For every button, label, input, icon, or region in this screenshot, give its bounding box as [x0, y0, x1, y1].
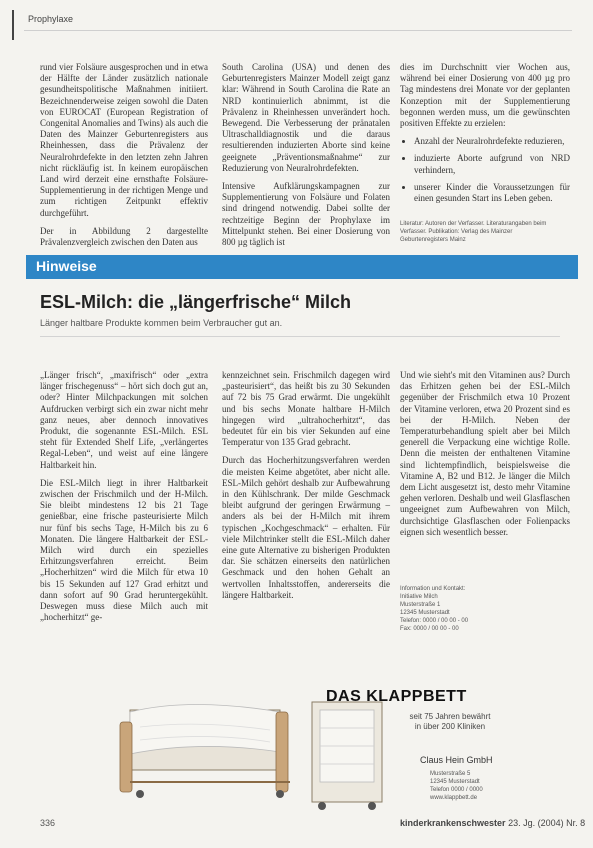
- address-line: Information und Kontakt:: [400, 586, 466, 592]
- section-label: Prophylaxe: [28, 14, 74, 24]
- paragraph: Durch das Hocherhitzungsverfahren werden die meisten Keime abgetötet, aber nicht alle. ESL-Milch gehört deshalb zur Aufbewahrung in den Kühlschrank. Der milde Geschmack bleibt aufgrund der geringen Erwärmung – anders als bei der H-Milch mit ihrem typischen „Kochgeschmack“ – erhalten. Für viele Milchtrinker stellt die ESL-Milch daher eine gute Alternative zu bisherigen Produkten dar. Sie schätzen einerseits den natürlichen Geschmack und den hohen Gehalt an wertvollen Inhaltsstoffen, andererseits die längere Haltbarkeit.: [222, 455, 390, 600]
- divider: [40, 336, 560, 337]
- paragraph: „Länger frisch“, „maxifrisch“ oder „extra länger frischegenuss“ – hört sich doch gut an, oder? Hinter Milchpackungen mit solchen Aufdrucken verbirgt sich ein zwar nicht mehr ganz neues, aber dennoch innovatives Produkt, die sogenannte ESL-Milch. ESL steht für Extended Shelf Life, „verlängertes Regal-Leben“, und weist auf eine längere Haltbarkeit hin.: [40, 370, 208, 470]
- paragraph: rund vier Folsäure ausgesprochen und in etwa der Hälfte der Länder zusätzlich nationale gesundheitspolitische Maßnahmen initiiert. Bezeichnenderweise zeigen sowohl die Daten von EUROCAT (European Registration of Congenital Anomalies and Twins) als auch die Daten des Mainzer Geburtenregisters aus Rheinhessen, dass die Prävalenz der Neuralrohrdefekte in den letzten zehn Jahren nicht rückläufig ist. In keinem europäischen Land wird derzeit eine ernsthafte Folsäure-Supplementierung in der richtigen Menge und zum richtigen Zeitpunkt effektiv durchgeführt.: [40, 62, 208, 218]
- ad-company: Claus Hein GmbH: [420, 755, 493, 765]
- article-column-3: [400, 370, 570, 545]
- address-line: Telefon: 0000 / 00 00 - 00: [400, 618, 469, 624]
- section-band: [26, 255, 578, 279]
- paragraph: kennzeichnet sein. Frischmilch dagegen wird „pasteurisiert“, das heißt bis zu 30 Sekunden auf 72 bis 75 Grad erwärmt. Die ungekühlt und bis sechs Monate haltbare H-Milch hingegen wird „ultrahocherhitzt“, das bedeutet für ein bis vier Sekunden auf eine Temperatur von 135 Grad gebracht.: [222, 370, 390, 448]
- header-bar: [12, 10, 14, 40]
- paragraph: dies im Durchschnitt vier Wochen aus, während bei einer Dosierung von 400 µg pro Tag mindestens drei Monate vor der geplanten Konzeption mit der Supplementierung begonnen werden muss, um die gewünschten positiven Effekte zu erzielen:: [400, 62, 570, 129]
- magazine-issue: 23. Jg. (2004) Nr. 8: [505, 818, 586, 828]
- paragraph: Intensive Aufklärungskampagnen zur Supplementierung von Folsäure und Folaten sind dringend notwendig. Dabei sollte der rechtzeitige Beginn der Prophylaxe im Mittelpunkt stehen. Bei einer Dosierung von 800 µg täglich ist: [222, 181, 390, 248]
- upper-column-3: [400, 62, 570, 210]
- footnote: Literatur: Autoren der Verfasser. Literaturangaben beim Verfasser. Publikation: Verlag des Mainzer Geburtenregisters Mainz: [400, 221, 547, 243]
- address-line: Initiative Milch: [400, 594, 438, 600]
- article-dek: Länger haltbare Produkte kommen beim Verbraucher gut an.: [40, 318, 283, 328]
- paragraph: Die ESL-Milch liegt in ihrer Haltbarkeit zwischen der Frischmilch und der H-Milch. Sie bleibt mindestens 12 bis 21 Tage genießbar, eine frische pasteurisierte Milch nur fünf bis sechs Tage, H-Milch bis zu 6 Monaten. Die längere Haltbarkeit der ESL-Milch wird durch ein spezielles Erhitzungsverfahren erreicht. Beim „Hocherhitzen“ wird die Milch für etwa 10 bis 15 Sekunden auf 127 Grad erhitzt und dann sofort auf 90 Grad heruntergekühlt. Deswegen muss diese Milch auch mit „hocherhitzt“ ge-: [40, 477, 208, 623]
- upper-column-2: [222, 62, 390, 255]
- magazine-footer: [400, 818, 585, 828]
- magazine-name: kinderkrankenschwester: [400, 818, 506, 828]
- article-title: ESL-Milch: die „längerfrische“ Milch: [40, 292, 352, 312]
- paragraph: South Carolina (USA) und denen des Geburtenregisters Mainzer Modell zeigt ganz klar: Während in South Carolina die Rate an NRD kontinuierlich abnimmt, ist die Prävalenz in Rheinhessen unverändert hoch. Bewegend. Die Verbesserung der pränatalen Ultraschalldiagnostik und die daraus resultierenden induzierten Aborte sind keine geeignete „Präventionsmaßnahme“ zur Reduzierung von Neuralrohrdefekten.: [222, 62, 390, 173]
- ad-subline: seit 75 Jahren bewährt in über 200 Kliniken: [409, 712, 491, 731]
- article-column-2: [222, 370, 390, 608]
- section-band-label: Hinweise: [36, 258, 97, 274]
- list-item: • induzierte Aborte aufgrund von NRD verhindern,: [414, 153, 570, 175]
- article-column-1: [40, 370, 208, 630]
- paragraph: Der in Abbildung 2 dargestellte Prävalenzvergleich zwischen den Daten aus: [40, 225, 208, 248]
- list-item: • Anzahl der Neuralrohrdefekte reduzieren,: [414, 136, 570, 147]
- address-line: Fax: 0000 / 00 00 - 00: [400, 626, 459, 632]
- page-number: 336: [40, 818, 56, 828]
- ad-address: Musterstraße 5 12345 Musterstadt Telefon 0000 / 0000 www.klappbett.de: [430, 771, 483, 801]
- top-rule: [24, 30, 572, 31]
- bullet-list: [400, 136, 570, 204]
- list-item: • unserer Kinder die Voraussetzungen für einen gesunden Start ins Leben geben.: [414, 182, 570, 204]
- paragraph: Und wie sieht's mit den Vitaminen aus? Durch das Erhitzen gehen bei der ESL-Milch gegenüber der Frischmilch etwa 10 Prozent der Vitamine verloren, etwa 20 Prozent sind es bei der H-Milch. Neben der Temperaturbehandlung spielt aber bei Milch generell die Verpackung eine wichtige Rolle. Denn die meisten der enthaltenen Vitamine sind lichtempfindlich, beispielsweise die Vitamine A, B2 und B12. Je länger die Milch dem Licht ausgesetzt ist, desto mehr Vitamine gehen verloren. Deshalb und weil Glasflaschen ungeeignet zum Aufbewahren von Milch, durchsichtige Glasflaschen oder Folienpacks eignen sich wesentlich besser.: [400, 370, 570, 537]
- ad-headline: DAS KLAPPBETT: [326, 688, 467, 705]
- address-line: 12345 Musterstadt: [400, 610, 450, 616]
- upper-column-1: [40, 62, 208, 255]
- address-line: Musterstraße 1: [400, 602, 441, 608]
- contact-address: [400, 585, 550, 633]
